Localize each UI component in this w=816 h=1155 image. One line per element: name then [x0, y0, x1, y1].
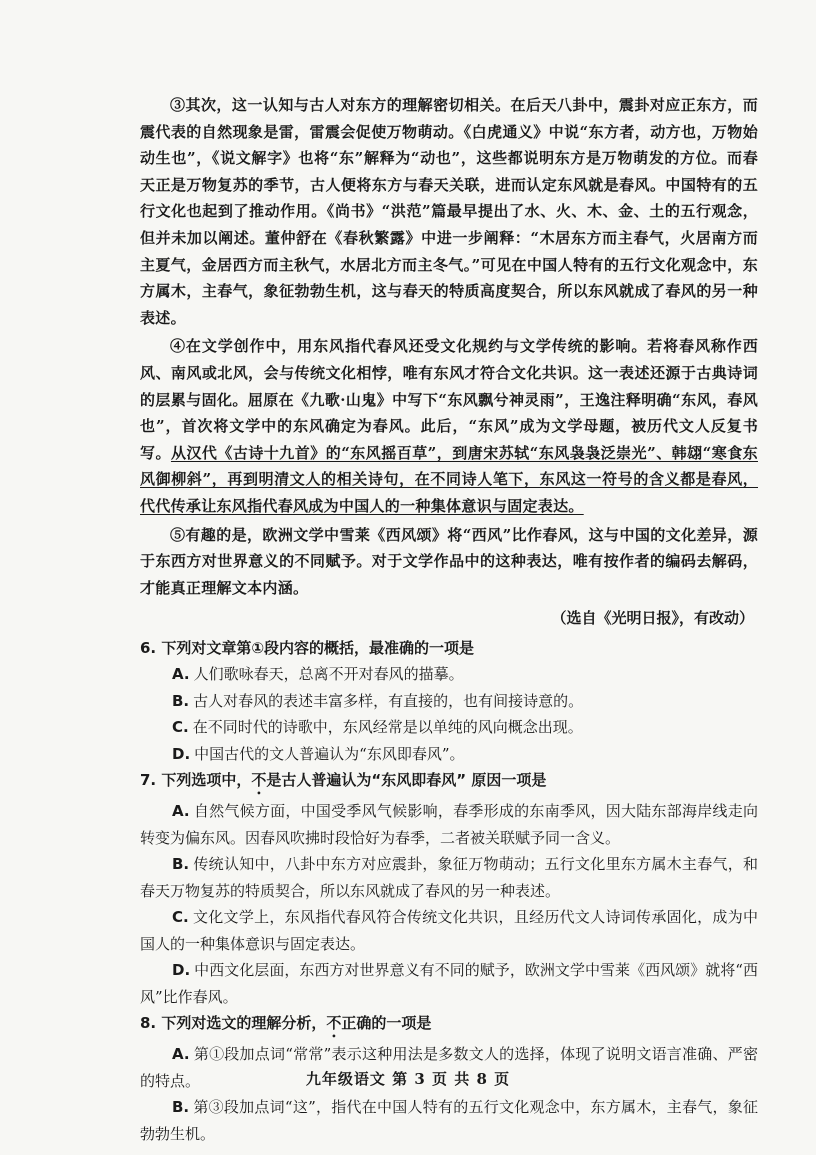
- option-letter: A.: [172, 802, 190, 821]
- option-text: 文化文学上，东风指代春风符合传统文化共识，且经历代文人诗词传承固化，成为中国人的一种集体意识与固定表达。: [140, 908, 758, 953]
- paragraph-4: [140, 333, 758, 519]
- paragraph-4-text: ④在文学创作中，用东风指代春风还受文化规约与文学传统的影响。若将春风称作西风、南风或北风，会与传统文化相悖，唯有东风才符合文化共识。这一表述还源于古典诗词的层累与固化。屈原在《九歌·山鬼》中写下“东风飘兮神灵雨”，王逸注释明确“东风，春风也”，首次将文学中的东风确定为春风。此后，“东风”成为文学母题，被历代文人反复书写。: [140, 337, 758, 462]
- option-text: 第③段加点词“这”，指代在中国人特有的五行文化观念中，东方属木，主春气，象征勃勃生机。: [140, 1098, 758, 1143]
- option-text: 在不同时代的诗歌中，东风经常是以单纯的风向概念出现。: [192, 718, 583, 737]
- option-letter: D.: [172, 961, 191, 980]
- emphasized-word: 不: [326, 1014, 342, 1033]
- stem-text: 正确的一项是: [341, 1014, 432, 1033]
- question-7-option-b[interactable]: [140, 851, 758, 904]
- option-text: 第①段加点词“常常”表示这种用法是多数文人的选择，体现了说明文语言准确、严密的特点。: [140, 1045, 758, 1090]
- question-6: [140, 635, 758, 767]
- option-letter: A.: [172, 1045, 190, 1064]
- option-letter: A.: [172, 665, 190, 684]
- option-text: 古人对春风的表述丰富多样，有直接的，也有间接诗意的。: [193, 691, 584, 710]
- option-text: 自然气候方面，中国受季风气候影响，春季形成的东南季风，因大陆东部海岸线走向转变为偏东风。因春风吹拂时段恰好为春季，二者被关联赋予同一含义。: [140, 802, 758, 847]
- question-6-option-d[interactable]: [140, 741, 758, 768]
- question-7-stem: [140, 767, 758, 798]
- option-text: 人们歌咏春天，总离不开对春风的描摹。: [193, 665, 464, 684]
- option-text: 传统认知中，八卦中东方对应震卦，象征万物萌动；五行文化里东方属木主春气，和春天万物复苏的特质契合，所以东风就成了春风的另一种表述。: [140, 855, 758, 900]
- emphasized-word: 不: [251, 771, 267, 790]
- paragraph-5: ⑤有趣的是，欧洲文学中雪莱《西风颂》将“西风”比作春风，这与中国的文化差异，源于东西方对世界意义的不同赋予。对于文学作品中的这种表达，唯有按作者的编码去解码，才能真正理解文本内涵。: [140, 525, 758, 597]
- stem-text: 7. 下列选项中，: [140, 771, 252, 790]
- option-letter: C.: [172, 908, 189, 927]
- option-letter: B.: [172, 855, 190, 874]
- question-7-option-c[interactable]: [140, 904, 758, 957]
- option-letter: C.: [172, 718, 189, 737]
- stem-text: 是古人普遍认为“东风即春风” 原因一项是: [266, 771, 547, 790]
- option-letter: D.: [172, 744, 191, 763]
- source-citation: （选自《光明日报》，有改动）: [551, 609, 754, 628]
- option-letter: B.: [172, 1098, 190, 1117]
- option-text: 中西文化层面，东西方对世界意义有不同的赋予，欧洲文学中雪莱《西风颂》就将“西风”比作春风。: [140, 961, 758, 1006]
- question-7-option-d[interactable]: [140, 957, 758, 1010]
- question-7: [140, 767, 758, 1010]
- stem-text: 8. 下列对选文的理解分析，: [140, 1014, 327, 1033]
- paragraph-3: ③其次，这一认知与古人对东方的理解密切相关。在后天八卦中，震卦对应正东方，而震代表的自然现象是雷，雷震会促使万物萌动。《白虎通义》中说“东方者，动方也，万物始动生也”，《说文解字》也将“东”解释为“动也”，这些都说明东方是万物萌发的方位。而春天正是万物复苏的季节，古人便将东方与春天关联，进而认定东风就是春风。中国特有的五行文化也起到了推动作用。《尚书》“洪范”篇最早提出了水、火、木、金、土的五行观念，但并未加以阐述。董仲舒在《春秋繁露》中进一步阐释：“木居东方而主春气，火居南方而主夏气，金居西方而主秋气，水居北方而主冬气。”可见在中国人特有的五行文化观念中，东方属木，主春气，象征勃勃生机，这与春天的特质高度契合，所以东风就成了春风的另一种表述。: [140, 96, 758, 327]
- question-7-option-a[interactable]: [140, 798, 758, 851]
- question-6-stem: 6. 下列对文章第①段内容的概括，最准确的一项是: [140, 639, 475, 658]
- page-footer: 九年级语文 第 3 页 共 8 页: [305, 1070, 511, 1088]
- question-8-option-b[interactable]: [140, 1094, 758, 1147]
- option-letter: B.: [172, 691, 190, 710]
- question-8-stem: [140, 1010, 758, 1041]
- question-6-option-c[interactable]: [140, 714, 758, 741]
- question-6-option-a[interactable]: [140, 661, 758, 688]
- reading-passage: [140, 92, 758, 631]
- paragraph-4-underlined-text: 从汉代《古诗十九首》的“东风摇百草”，到唐宋苏轼“东风袅袅泛崇光”、韩翃“寒食东风御柳斜”，再到明清文人的相关诗句，在不同诗人笔下，东风这一符号的含义都是春风，代代传承让东风指代春风成为中国人的一种集体意识与固定表达。: [140, 443, 758, 515]
- option-text: 中国古代的文人普遍认为“东风即春风”。: [194, 744, 465, 763]
- question-6-option-b[interactable]: [140, 688, 758, 715]
